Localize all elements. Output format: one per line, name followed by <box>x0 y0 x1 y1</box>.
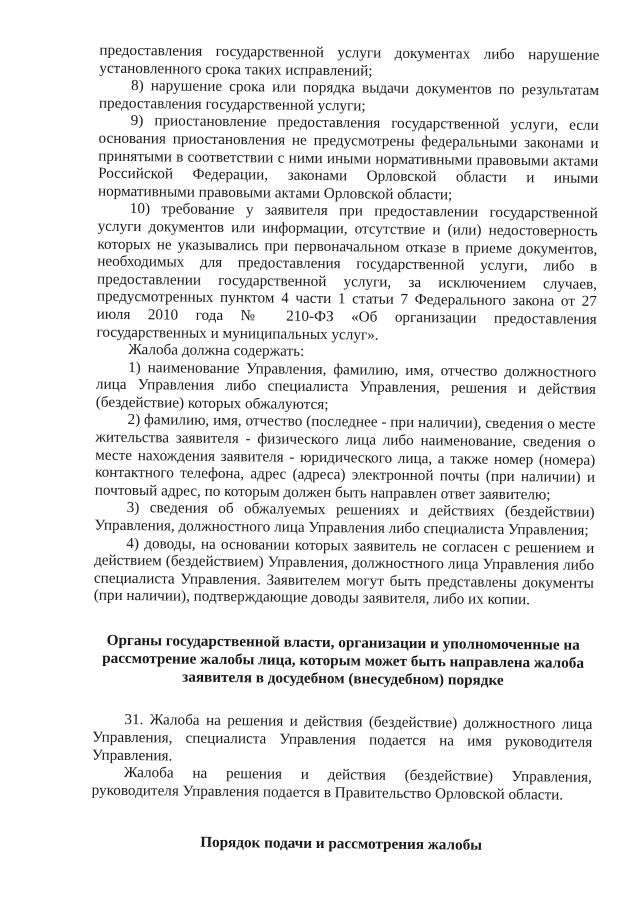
paragraph-government-complaint: Жалоба на решения и действия (бездействие) Управления, руководителя Управления подается в Правительство Орловской области. <box>91 764 592 804</box>
paragraph-item-10: 10) требование у заявителя при предоставлении государственной услуги документов или информации, отсутствие и (или) недостоверность которых не указывались при первоначальном отказе в приеме документов, необходимых для предоставления государственной услуги, либо в предоставлении государственной услуги, за исключением случаев, предусмотренных пунктом 4 части 1 статьи 7 Федерального закона от 27 июля 2010 года № 210-ФЗ «Об организации предоставления государственных и муниципальных услуг». <box>96 200 598 344</box>
paragraph-contents-item-1: 1) наименование Управления, фамилию, имя, отчество должностного лица Управления либо специалиста Управления, решения и действия (бездействие) которых обжалуются; <box>95 358 597 413</box>
section-heading-authorities: Органы государственной власти, организации и уполномоченные на рассмотрение жалобы лица, которым может быть направлена жалоба заявителя в досудебном (внесудебном) порядке <box>102 631 585 689</box>
paragraph-contents-item-2: 2) фамилию, имя, отчество (последнее - при наличии), сведения о месте жительства заявителя - физического лица либо наименование, сведения о месте нахождения заявителя - юридического лица, а также номер (номера) контактного телефона, адрес (адреса) электронной почты (при наличии) и почтовый адрес, по которым должен быть направлен ответ заявителю; <box>94 411 596 504</box>
paragraph-31: 31. Жалоба на решения и действия (бездействие) должностного лица Управления, специалиста Управления подается на имя руководителя Управления. <box>91 711 593 765</box>
section-heading-procedure: Порядок подачи и рассмотрения жалобы <box>200 834 483 855</box>
paragraph-item-9: 9) приостановление предоставления государственной услуги, если основания приостановления не предусмотрены федеральными законами и принятыми в соответствии с ними иными нормативными правовыми актами Российской Федерации, законами Орловской области и иными нормативными правовыми актами Орловской области; <box>97 112 599 204</box>
paragraph-contents-item-4: 4) доводы, на основании которых заявитель не согласен с решением и действием (бездействием) Управления, должностного лица Управления либо специалиста Управления. Заявителем могут быть представлены документы (при наличии), подтверждающие доводы заявителя, либо их копии. <box>93 534 595 609</box>
paragraph-continuation: предоставления государственной услуги документах либо нарушение установленного срока таких исправлений; <box>99 41 600 80</box>
paragraph-item-8: 8) нарушение срока или порядка выдачи документов по результатам предоставления государственной услуги; <box>98 77 600 115</box>
paragraph-contents-item-3: 3) сведения об обжалуемых решениях и действиях (бездействии) Управления, должностного лица Управления либо специалиста Управления; <box>94 499 595 539</box>
paragraph-complaint-contents-intro: Жалоба должна содержать: <box>128 341 305 360</box>
